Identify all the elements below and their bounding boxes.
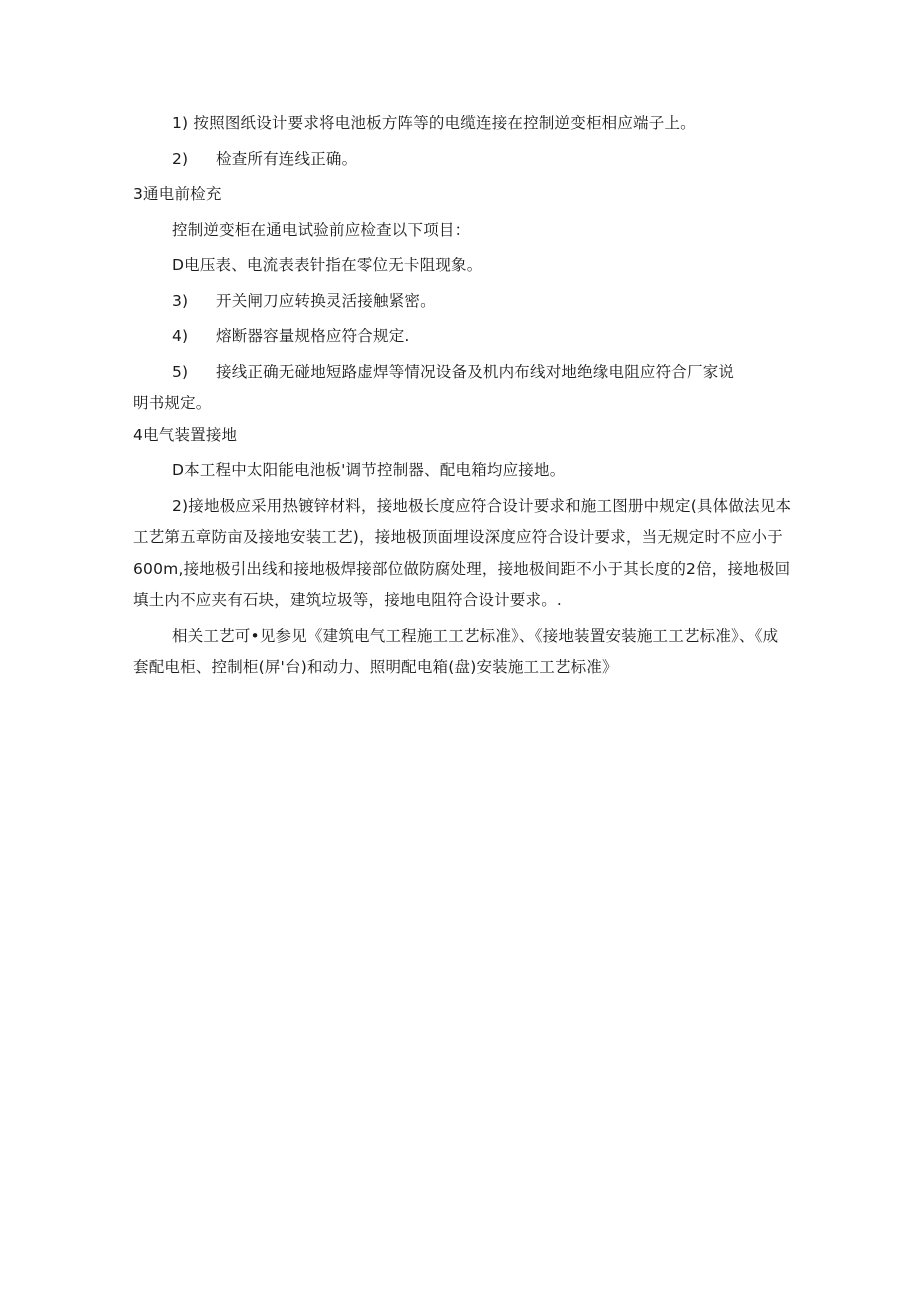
step-number: 4) — [172, 327, 189, 345]
item-wiring-insulation-continuation: 明书规定。 — [133, 394, 212, 412]
item-fuse-capacity — [133, 321, 793, 353]
step-text: 接线正确无碰地短路虚焊等情况设备及机内布线对地绝缘电阻应符合厂家说 — [216, 362, 735, 381]
document-body — [133, 108, 793, 684]
step-2-check-wiring — [133, 144, 793, 176]
step-text: 检查所有连线正确。 — [216, 149, 358, 168]
step-1-connect-cables: 1) 按照图纸设计要求将电池板方阵等的电缆连接在控制逆变柜相应端子上。 — [172, 114, 696, 132]
step-text: 熔断器容量规格应符合规定. — [216, 327, 410, 345]
section-heading-pre-power-check: 3通电前检充 — [133, 185, 222, 203]
grounding-item-1: D本工程中太阳能电池板'调节控制器、配电箱均应接地。 — [172, 461, 566, 479]
step-text: 开关闸刀应转换灵活接触紧密。 — [216, 291, 436, 310]
related-standards-note: 相关工艺可•见参见《建筑电气工程施工工艺标准》、《接地装置安装施工工艺标准》、《成套配电柜、控制柜(屏'台)和动力、照明配电箱(盘)安装施工工艺标准》 — [133, 626, 779, 676]
step-number: 3) — [172, 291, 189, 310]
step-number: 5) — [172, 362, 189, 381]
item-meters-zero: D电压表、电流表表针指在零位无卡阻现象。 — [172, 256, 483, 274]
pre-power-intro: 控制逆变柜在通电试验前应检查以下项目： — [172, 220, 471, 239]
item-switch-blades — [133, 286, 793, 318]
section-heading-grounding: 4电气装置接地 — [133, 425, 238, 444]
item-wiring-insulation — [133, 357, 793, 389]
grounding-item-2: 2)接地极应采用热镀锌材料，接地极长度应符合设计要求和施工图册中规定(具体做法见本工艺第五章防亩及接地安装工艺)，接地极顶面埋设深度应符合设计要求，当无规定时不应小于600m,接地极引出线和接地极焊接部位做防腐处理，接地极间距不小于其长度的2倍，接地极回填土内不应夹有石块，建筑垃圾等，接地电阻符合设计要求。. — [133, 496, 792, 609]
step-number: 2) — [172, 149, 189, 168]
